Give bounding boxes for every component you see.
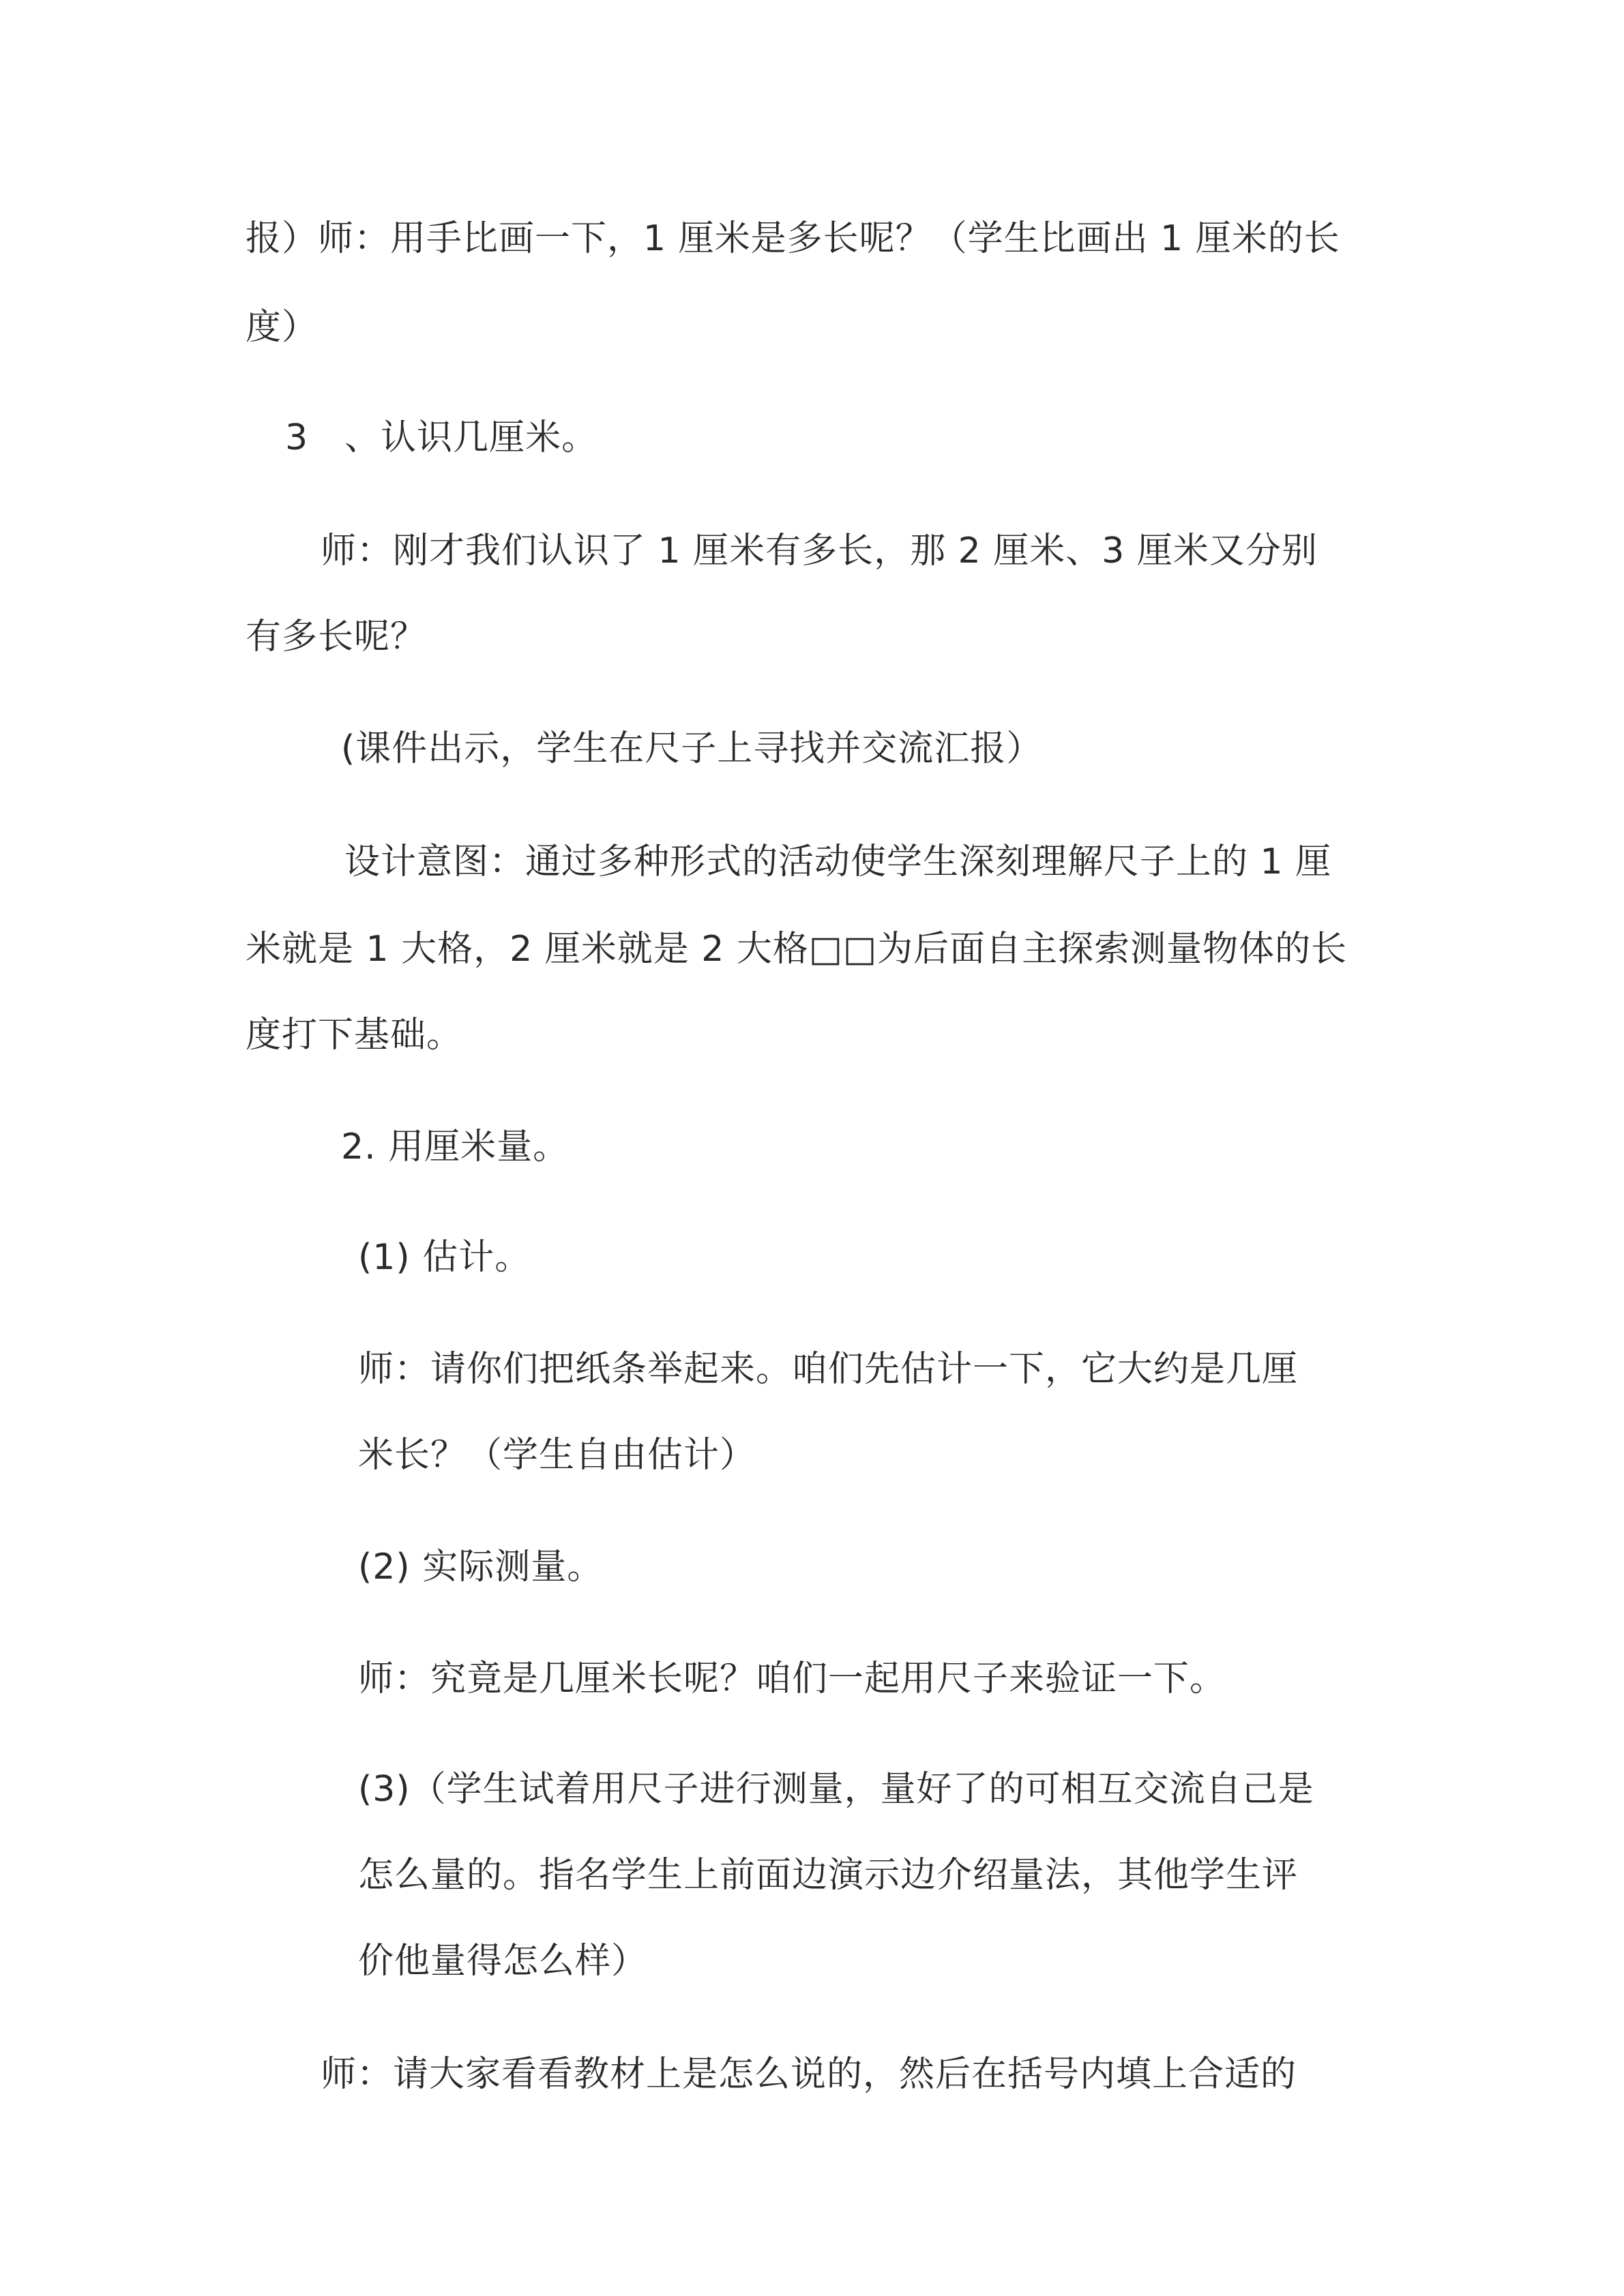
text-line-7: 设计意图：通过多种形式的活动使学生深刻理解尺子上的 1 厘 — [344, 841, 1332, 882]
text-line-15: 师：究竟是几厘米长呢？咱们一起用尺子来验证一下。 — [358, 1658, 1226, 1699]
text-line-3: 3 、认识几厘米。 — [285, 417, 598, 458]
text-line-5: 有多长呢？ — [246, 616, 427, 657]
text-line-11: (1) 估计。 — [358, 1237, 531, 1278]
text-line-2: 度） — [246, 307, 319, 348]
text-line-9: 度打下基础。 — [246, 1015, 463, 1056]
text-line-13: 米长？（学生自由估计） — [358, 1435, 756, 1476]
text-line-18: 价他量得怎么样） — [358, 1941, 648, 1982]
text-line-17: 怎么量的。指名学生上前面边演示边介绍量法，其他学生评 — [358, 1855, 1299, 1896]
text-line-8: 米就是 1 大格，2 厘米就是 2 大格□□为后面自主探索测量物体的长 — [246, 929, 1348, 970]
text-line-6: (课件出示，学生在尺子上寻找并交流汇报） — [341, 728, 1043, 769]
text-line-4: 师：刚才我们认识了 1 厘米有多长，那 2 厘米、3 厘米又分别 — [321, 531, 1318, 571]
text-line-12: 师：请你们把纸条举起来。咱们先估计一下，它大约是几厘 — [358, 1349, 1299, 1390]
text-line-19: 师：请大家看看教材上是怎么说的，然后在括号内填上合适的 — [321, 2054, 1297, 2095]
text-line-10: 2. 用厘米量。 — [341, 1127, 570, 1167]
text-line-14: (2) 实际测量。 — [358, 1547, 604, 1587]
text-line-16: (3)（学生试着用尺子进行测量，量好了的可相互交流自己是 — [358, 1769, 1314, 1810]
text-line-1: 报）师：用手比画一下，1 厘米是多长呢？（学生比画出 1 厘米的长 — [246, 218, 1340, 259]
